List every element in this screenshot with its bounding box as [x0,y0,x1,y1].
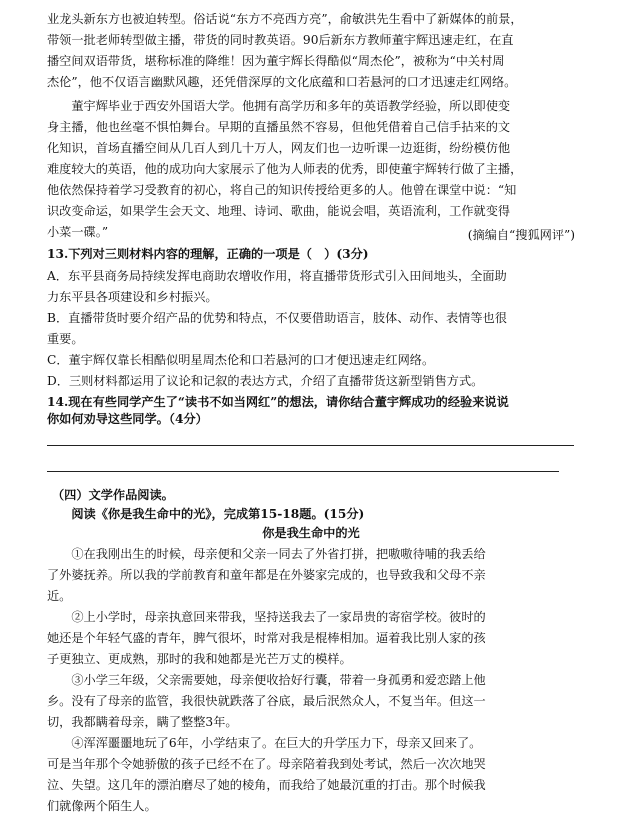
passage-line: 播空间双语带货，堪称标准的降维！因为董宇辉长得酷似“周杰伦”，被称为“中关村周 [47,54,505,68]
story-paragraph-line: 们就像两个陌生人。 [47,799,157,813]
story-paragraph-line: ④浑浑噩噩地玩了6年，小学结束了。在巨大的升学压力下，母亲又回来了。 [47,736,482,750]
section-heading: （四）文学作品阅读。 [52,488,174,502]
option-b-line-1: B．直播带货时要介绍产品的优势和特点，不仅要借助语言，肢体、动作、表情等也很 [47,311,507,325]
reading-instruction: 阅读《你是我生命中的光》，完成第15-18题。(15分) [47,507,365,521]
question-14-line-1: 14.现在有些同学产生了“读书不如当网红”的想法，请你结合董宇辉成功的经验来说说 [47,395,509,409]
answer-line-1[interactable] [47,445,574,446]
passage-line: 董宇辉毕业于西安外国语大学。他拥有高学历和多年的英语教学经验，所以即使变 [47,99,511,113]
passage-line: 身主播，他也丝毫不惧怕舞台。早期的直播虽然不容易，但他凭借着自己信手拈来的文 [47,120,511,134]
option-a-line-1: A．东平县商务局持续发挥电商助农增收作用，将直播带货形式引入田间地头，全面助 [47,269,507,283]
passage-line: 识改变命运，如果学生会天文、地理、诗词、歌曲，能说会唱，英语流利，工作就变得 [47,204,511,218]
story-paragraph-line: 近。 [47,589,72,603]
story-paragraph-line: 子更独立、更成熟，那时的我和她都是光芒万丈的模样。 [47,652,352,666]
passage-line: 带领一批老师转型做主播，带货的同时教英语。90后新东方教师董宇辉迅速走红，在直 [47,33,514,47]
story-paragraph-line: 可是当年那个令她骄傲的孩子已经不在了。母亲陪着我到处考试，然后一次次地哭 [47,757,486,771]
story-paragraph-line: ③小学三年级，父亲需要她，母亲便收拾好行囊，带着一身孤勇和爱恋踏上他 [47,673,486,687]
answer-line-2[interactable] [47,471,559,472]
passage-line: 业龙头新东方也被迫转型。俗话说“东方不亮西方亮”，俞敏洪先生看中了新媒体的前景， [47,12,523,26]
source-citation: (摘编自“搜狐网评”) [467,228,575,242]
option-d: D．三则材料都运用了议论和记叙的表达方式，介绍了直播带货这新型销售方式。 [47,374,484,388]
question-13-stem: 13.下列对三则材料内容的理解，正确的一项是（ ）(3分) [47,247,369,261]
passage-line: 杰伦”，他不仅语言幽默风趣，还凭借深厚的文化底蕴和口若悬河的口才迅速走红网络。 [47,75,517,89]
option-c: C．董宇辉仅靠长相酷似明星周杰伦和口若悬河的口才便迅速走红网络。 [47,353,435,367]
story-paragraph-line: ①在我刚出生的时候，母亲便和父亲一同去了外省打拼，把嗷嗷待哺的我丢给 [47,547,486,561]
story-paragraph-line: 切，我都瞒着母亲，瞒了整整3年。 [47,715,238,729]
story-paragraph-line: 泣、失望。这几年的漂泊磨尽了她的棱角，而我给了她最沉重的打击。那个时候我 [47,778,486,792]
story-paragraph-line: ②上小学时，母亲执意回来带我，坚持送我去了一家昂贵的寄宿学校。彼时的 [47,610,486,624]
passage-line: 小菜一碟。” [47,225,109,239]
story-paragraph-line: 乡。没有了母亲的监管，我很快就跌落了谷底，最后泯然众人，不复当年。但这一 [47,694,486,708]
option-b-line-2: 重要。 [47,332,84,346]
story-title: 你是我生命中的光 [262,526,360,540]
passage-line: 难度较大的英语，他的成功向大家展示了他为人师表的优秀，即使董宇辉转行做了主播， [47,162,523,176]
passage-line: 化知识，首场直播空间从几百人到几十万人，网友们也一边听课一边逛街，纷纷模仿他 [47,141,511,155]
passage-line: 他依然保持着学习受教育的初心，将自己的知识传授给更多的人。他曾在课堂中说：“知 [47,183,517,197]
question-14-line-2: 你如何劝导这些同学。（4分） [47,412,208,426]
story-paragraph-line: 了外婆抚养。所以我的学前教育和童年都是在外婆家完成的，也导致我和父母不亲 [47,568,486,582]
option-a-line-2: 力东平县各项建设和乡村振兴。 [47,290,218,304]
story-paragraph-line: 她还是个年轻气盛的青年，脾气很坏，时常对我是棍棒相加。逼着我比别人家的孩 [47,631,486,645]
